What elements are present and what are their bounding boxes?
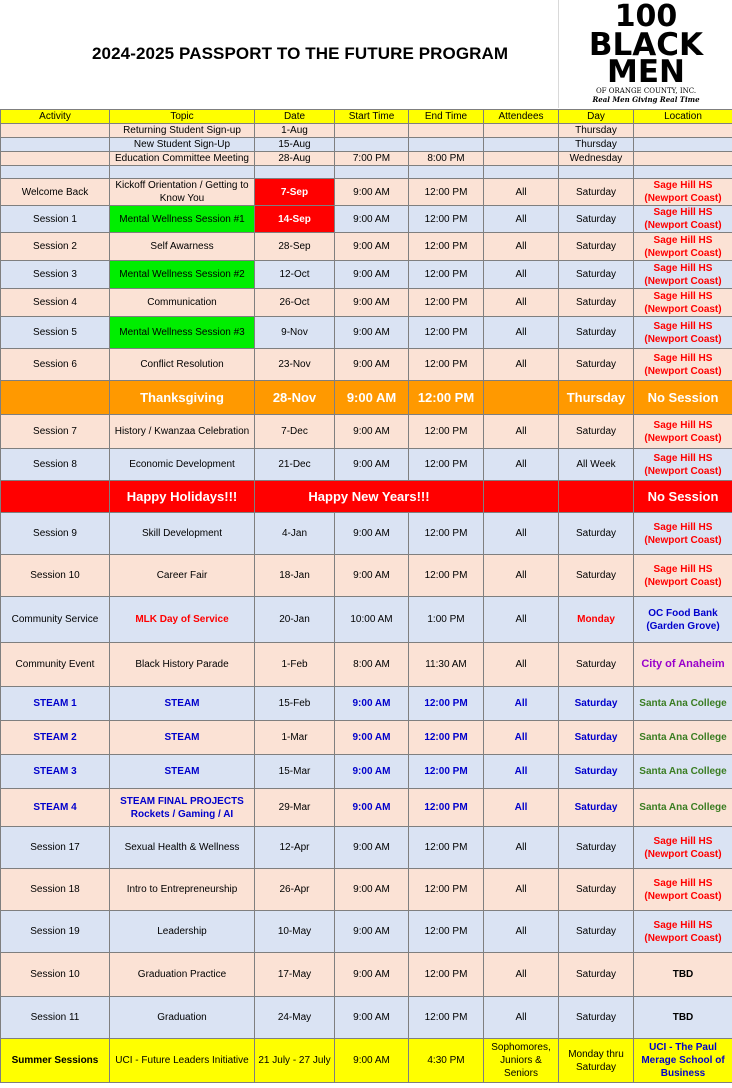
location-cell: Sage Hill HS (Newport Coast) [634,179,732,206]
logo-men: MEN [607,54,685,90]
attendees-cell: All [484,289,559,317]
end-cell: 12:00 PM [409,721,484,755]
logo-tagline: Real Men Giving Real Time [592,95,700,104]
start-cell: 9:00 AM [335,687,409,721]
end-cell: 12:00 PM [409,206,484,233]
start-cell: 9:00 AM [335,911,409,953]
activity-cell: Session 8 [1,449,110,481]
date-cell: 12-Apr [255,827,335,869]
location-cell: No Session [634,481,732,513]
end-cell: 12:00 PM [409,755,484,789]
attendees-cell: All [484,415,559,449]
activity-cell: Session 10 [1,953,110,997]
date-cell: 18-Jan [255,555,335,597]
day-cell: Saturday [559,911,634,953]
spacer-row [1,166,732,179]
end-cell: 12:00 PM [409,869,484,911]
topic-cell: Skill Development [110,513,255,555]
topic-cell: STEAM [110,687,255,721]
start-cell: 9:00 AM [335,233,409,261]
end-cell: 12:00 PM [409,233,484,261]
start-cell: 9:00 AM [335,449,409,481]
day-cell: Thursday [559,381,634,415]
start-cell: 9:00 AM [335,179,409,206]
attendees-cell: All [484,789,559,827]
attendees-cell: All [484,349,559,381]
table-row [1,827,732,869]
end-cell: 12:00 PM [409,789,484,827]
holidays-row [1,481,732,513]
col-attendees: Attendees [484,110,559,124]
end-cell: 12:00 PM [409,911,484,953]
table-row [1,317,732,349]
activity-cell: Session 18 [1,869,110,911]
topic-cell: STEAM [110,721,255,755]
day-cell: Monday thru Saturday [559,1039,634,1083]
page-title: 2024-2025 PASSPORT TO THE FUTURE PROGRAM [92,44,509,63]
start-cell: 9:00 AM [335,317,409,349]
start-cell: 9:00 AM [335,289,409,317]
end-cell: 11:30 AM [409,643,484,687]
date-cell: 10-May [255,911,335,953]
date-cell: 15-Aug [255,138,335,152]
table-row [1,289,732,317]
start-cell: 9:00 AM [335,789,409,827]
attendees-cell: All [484,317,559,349]
table-row [1,687,732,721]
attendees-cell: All [484,449,559,481]
location-cell: Sage Hill HS (Newport Coast) [634,513,732,555]
topic-cell: Black History Parade [110,643,255,687]
day-cell: Thursday [559,124,634,138]
end-cell: 12:00 PM [409,997,484,1039]
day-cell: Saturday [559,415,634,449]
table-row [1,643,732,687]
location-cell: Sage Hill HS (Newport Coast) [634,289,732,317]
activity-cell: Session 10 [1,555,110,597]
start-cell: 9:00 AM [335,755,409,789]
location-cell: Sage Hill HS (Newport Coast) [634,261,732,289]
activity-cell: Community Service [1,597,110,643]
location-cell: Sage Hill HS (Newport Coast) [634,349,732,381]
table-row [1,138,732,152]
activity-cell: Session 3 [1,261,110,289]
date-cell: 21 July - 27 July [255,1039,335,1083]
date-cell: 28-Nov [255,381,335,415]
table-row [1,911,732,953]
day-cell: Saturday [559,997,634,1039]
end-cell: 12:00 PM [409,555,484,597]
table-row [1,349,732,381]
start-cell: 9:00 AM [335,415,409,449]
day-cell: Saturday [559,555,634,597]
date-cell: 23-Nov [255,349,335,381]
date-cell: 9-Nov [255,317,335,349]
date-cell: 28-Sep [255,233,335,261]
day-cell: Saturday [559,206,634,233]
date-cell: 1-Aug [255,124,335,138]
topic-cell: Communication [110,289,255,317]
topic-cell: Mental Wellness Session #3 [110,317,255,349]
col-day: Day [559,110,634,124]
end-cell: 12:00 PM [409,381,484,415]
day-cell: Saturday [559,953,634,997]
table-row [1,997,732,1039]
activity-cell: STEAM 4 [1,789,110,827]
day-cell: Saturday [559,687,634,721]
end-cell: 4:30 PM [409,1039,484,1083]
date-cell: 12-Oct [255,261,335,289]
col-end-time: End Time [409,110,484,124]
topic-cell: STEAM FINAL PROJECTS Rockets / Gaming / AI [110,789,255,827]
start-cell: 9:00 AM [335,827,409,869]
logo [558,0,732,108]
day-cell: Saturday [559,789,634,827]
end-cell: 12:00 PM [409,179,484,206]
start-cell: 8:00 AM [335,643,409,687]
topic-cell: Career Fair [110,555,255,597]
activity-cell: Session 19 [1,911,110,953]
location-cell: Sage Hill HS (Newport Coast) [634,449,732,481]
day-cell: Saturday [559,827,634,869]
topic-cell: Self Awarness [110,233,255,261]
thanksgiving-row [1,381,732,415]
attendees-cell: All [484,869,559,911]
col-topic: Topic [110,110,255,124]
topic-cell: Thanksgiving [110,381,255,415]
table-row [1,755,732,789]
start-cell: 9:00 AM [335,1039,409,1083]
end-cell: 1:00 PM [409,597,484,643]
table-row [1,415,732,449]
topic-cell: Graduation Practice [110,953,255,997]
date-cell: 1-Mar [255,721,335,755]
topic-cell: Conflict Resolution [110,349,255,381]
topic-cell: Education Committee Meeting [110,152,255,166]
activity-cell: Welcome Back [1,179,110,206]
date-cell: 24-May [255,997,335,1039]
topic-cell: Returning Student Sign-up [110,124,255,138]
activity-cell: Session 11 [1,997,110,1039]
attendees-cell: All [484,555,559,597]
start-cell: 9:00 AM [335,953,409,997]
activity-cell: STEAM 2 [1,721,110,755]
topic-cell: MLK Day of Service [110,597,255,643]
location-cell: Sage Hill HS (Newport Coast) [634,206,732,233]
activity-cell: Summer Sessions [1,1039,110,1083]
table-row [1,124,732,138]
activity-cell: Session 1 [1,206,110,233]
topic-cell: Leadership [110,911,255,953]
day-cell: Saturday [559,869,634,911]
attendees-cell: All [484,755,559,789]
activity-cell: Session 5 [1,317,110,349]
col-activity: Activity [1,110,110,124]
day-cell: All Week [559,449,634,481]
end-cell: 12:00 PM [409,289,484,317]
activity-cell: Session 2 [1,233,110,261]
logo-100: 100 [614,0,678,34]
date-cell: 28-Aug [255,152,335,166]
start-cell: 9:00 AM [335,349,409,381]
location-cell: No Session [634,381,732,415]
attendees-cell: Sophomores, Juniors & Seniors [484,1039,559,1083]
date-cell: 14-Sep [255,206,335,233]
holidays-cell: Happy Holidays!!! [110,481,255,513]
table-row [1,261,732,289]
topic-cell: Intro to Entrepreneurship [110,869,255,911]
location-cell: Sage Hill HS (Newport Coast) [634,911,732,953]
location-cell: Sage Hill HS (Newport Coast) [634,233,732,261]
activity-cell: Session 7 [1,415,110,449]
location-cell: Sage Hill HS (Newport Coast) [634,869,732,911]
end-cell: 12:00 PM [409,449,484,481]
topic-cell: STEAM [110,755,255,789]
date-cell: 17-May [255,953,335,997]
topic-cell: Mental Wellness Session #1 [110,206,255,233]
day-cell: Thursday [559,138,634,152]
topic-cell: Graduation [110,997,255,1039]
attendees-cell: All [484,827,559,869]
table-row [1,152,732,166]
topic-cell: Kickoff Orientation / Getting to Know You [110,179,255,206]
location-cell: Sage Hill HS (Newport Coast) [634,827,732,869]
date-cell: 15-Mar [255,755,335,789]
attendees-cell: All [484,643,559,687]
end-cell: 8:00 PM [409,152,484,166]
location-cell: Sage Hill HS (Newport Coast) [634,555,732,597]
location-cell: City of Anaheim [634,643,732,687]
end-cell: 12:00 PM [409,827,484,869]
location-cell: TBD [634,997,732,1039]
topic-cell: Mental Wellness Session #2 [110,261,255,289]
activity-cell: Session 6 [1,349,110,381]
activity-cell: Community Event [1,643,110,687]
date-cell: 20-Jan [255,597,335,643]
attendees-cell: All [484,597,559,643]
table-row [1,206,732,233]
activity-cell: Session 9 [1,513,110,555]
table-row [1,555,732,597]
date-cell: 4-Jan [255,513,335,555]
start-cell: 9:00 AM [335,721,409,755]
date-cell: 1-Feb [255,643,335,687]
day-cell: Saturday [559,755,634,789]
date-cell: 15-Feb [255,687,335,721]
start-cell: 9:00 AM [335,555,409,597]
attendees-cell: All [484,953,559,997]
day-cell: Saturday [559,643,634,687]
end-cell: 12:00 PM [409,687,484,721]
activity-cell: STEAM 3 [1,755,110,789]
schedule-table [0,109,732,1083]
day-cell: Saturday [559,261,634,289]
location-cell: OC Food Bank (Garden Grove) [634,597,732,643]
attendees-cell: All [484,179,559,206]
topic-cell: Economic Development [110,449,255,481]
start-cell: 9:00 AM [335,261,409,289]
logo-org: OF ORANGE COUNTY, INC. [595,87,697,95]
table-row [1,953,732,997]
table-row [1,869,732,911]
logo-black: BLACK [588,27,704,63]
table-row [1,179,732,206]
activity-cell: STEAM 1 [1,687,110,721]
summer-row [1,1039,732,1083]
location-cell: Santa Ana College [634,755,732,789]
day-cell: Saturday [559,513,634,555]
date-cell: 21-Dec [255,449,335,481]
table-row [1,513,732,555]
col-location: Location [634,110,732,124]
table-row [1,597,732,643]
location-cell: Santa Ana College [634,721,732,755]
start-cell: 7:00 PM [335,152,409,166]
day-cell: Saturday [559,233,634,261]
date-cell: 7-Sep [255,179,335,206]
attendees-cell: All [484,261,559,289]
location-cell: UCI - The Paul Merage School of Business [634,1039,732,1083]
start-cell: 9:00 AM [335,513,409,555]
attendees-cell: All [484,911,559,953]
attendees-cell: All [484,687,559,721]
end-cell: 12:00 PM [409,953,484,997]
attendees-cell: All [484,721,559,755]
topic-cell: UCI - Future Leaders Initiative [110,1039,255,1083]
attendees-cell: All [484,206,559,233]
day-cell: Wednesday [559,152,634,166]
activity-cell: Session 4 [1,289,110,317]
date-cell: 26-Oct [255,289,335,317]
topic-cell: New Student Sign-Up [110,138,255,152]
activity-cell: Session 17 [1,827,110,869]
table-row [1,233,732,261]
day-cell: Monday [559,597,634,643]
end-cell: 12:00 PM [409,349,484,381]
start-cell: 10:00 AM [335,597,409,643]
attendees-cell: All [484,233,559,261]
topic-cell: History / Kwanzaa Celebration [110,415,255,449]
start-cell: 9:00 AM [335,997,409,1039]
location-cell: Sage Hill HS (Newport Coast) [634,317,732,349]
date-cell: 26-Apr [255,869,335,911]
attendees-cell: All [484,513,559,555]
date-cell: 7-Dec [255,415,335,449]
end-cell: 12:00 PM [409,317,484,349]
day-cell: Saturday [559,349,634,381]
attendees-cell: All [484,997,559,1039]
end-cell: 12:00 PM [409,513,484,555]
location-cell: Sage Hill HS (Newport Coast) [634,415,732,449]
newyear-cell: Happy New Years!!! [255,481,484,513]
location-cell: Santa Ana College [634,687,732,721]
day-cell: Saturday [559,179,634,206]
location-cell: TBD [634,953,732,997]
day-cell: Saturday [559,721,634,755]
header-row [1,110,732,124]
topic-cell: Sexual Health & Wellness [110,827,255,869]
end-cell: 12:00 PM [409,415,484,449]
start-cell: 9:00 AM [335,381,409,415]
date-cell: 29-Mar [255,789,335,827]
table-row [1,449,732,481]
end-cell: 12:00 PM [409,261,484,289]
table-row [1,789,732,827]
day-cell: Saturday [559,317,634,349]
logo-graphic [559,0,732,108]
location-cell: Santa Ana College [634,789,732,827]
col-date: Date [255,110,335,124]
table-row [1,721,732,755]
start-cell: 9:00 AM [335,206,409,233]
day-cell: Saturday [559,289,634,317]
start-cell: 9:00 AM [335,869,409,911]
page-header [0,0,732,108]
col-start-time: Start Time [335,110,409,124]
